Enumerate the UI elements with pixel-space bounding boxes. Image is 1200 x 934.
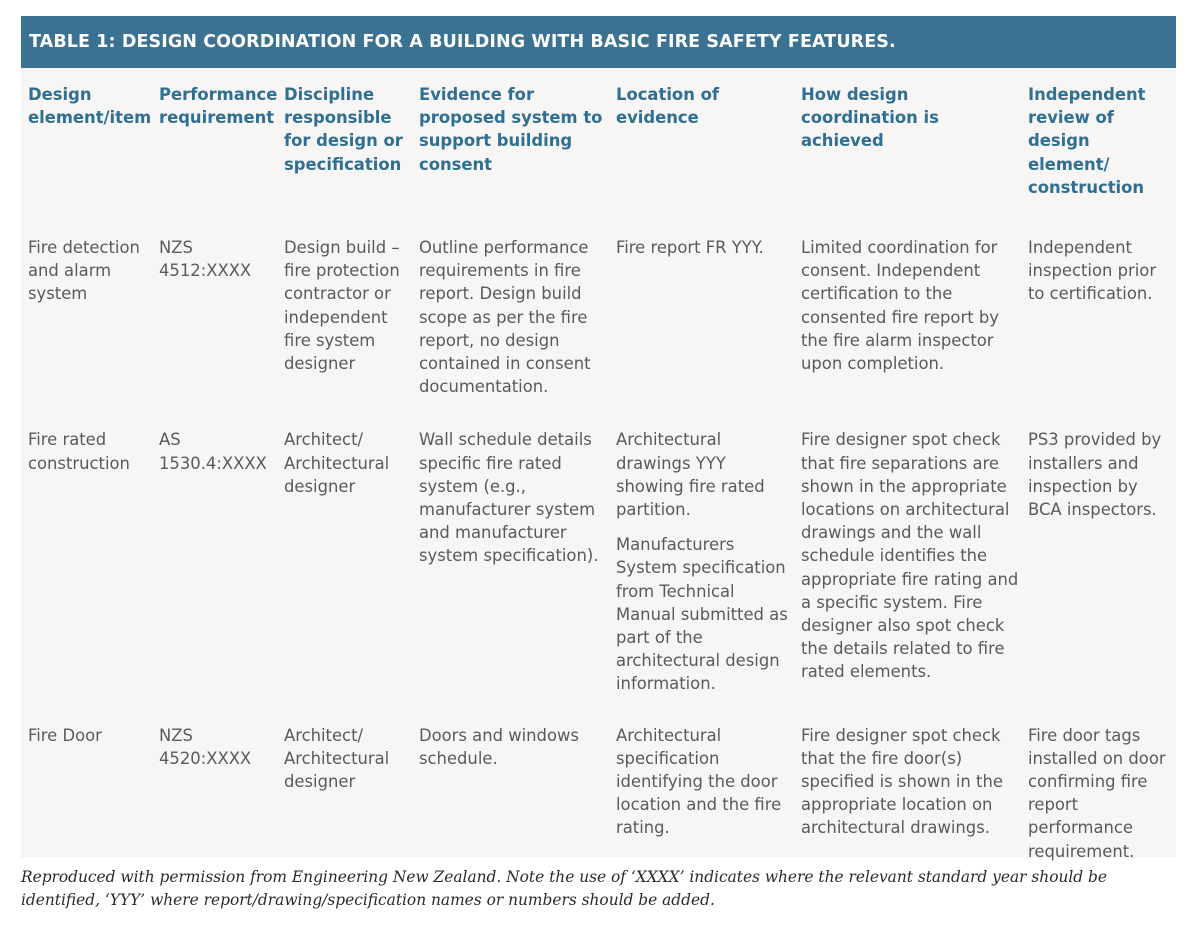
cell-coordination: Fire designer spot check that fire separations are shown in the appropriate locations on architectural drawings and the wall schedule identifies the appropriate fire rating and a specific system. Fire designer also spot check the details related to fire rated elements. bbox=[801, 430, 1019, 682]
table-row bbox=[21, 422, 1176, 719]
col-header-independent-review: Independent review of design element/ construction bbox=[1028, 85, 1146, 197]
location-paragraph: Architectural specification identifying the door location and the fire rating. bbox=[616, 725, 782, 838]
col-header-performance-requirement: Performance requirement bbox=[159, 85, 278, 128]
col-header-location: Location of evidence bbox=[616, 85, 719, 128]
cell-evidence: Outline performance requirements in fire report. Design build scope as per the fire report, no design contained in consent documentation. bbox=[419, 238, 591, 397]
table-body bbox=[21, 68, 1176, 861]
cell-discipline: Design build – fire protection contractor or independent fire system designer bbox=[284, 238, 400, 374]
cell-review: Independent inspection prior to certification. bbox=[1028, 238, 1157, 304]
cell-element: Fire detection and alarm system bbox=[28, 238, 140, 304]
cell-element: Fire Door bbox=[28, 725, 102, 745]
data-table bbox=[21, 68, 1176, 887]
col-header-evidence: Evidence for proposed system to support building consent bbox=[419, 85, 603, 174]
cell-review: PS3 provided by installers and inspection by BCA inspectors. bbox=[1028, 430, 1162, 520]
cell-evidence: Doors and windows schedule. bbox=[419, 725, 579, 768]
location-paragraph: Fire report FR YYY. bbox=[616, 238, 764, 258]
cell-requirement: AS 1530.4:XXXX bbox=[159, 430, 267, 473]
col-header-discipline: Discipline responsible for design or specification bbox=[284, 85, 403, 174]
table-row bbox=[21, 720, 1176, 887]
cell-location bbox=[609, 226, 794, 422]
table-title: TABLE 1: DESIGN COORDINATION FOR A BUILDING WITH BASIC FIRE SAFETY FEATURES. bbox=[21, 16, 1176, 68]
location-paragraph: Manufacturers System specification from Technical Manual submitted as part of the architectural design information. bbox=[616, 535, 788, 694]
cell-element: Fire rated construction bbox=[28, 430, 130, 473]
cell-requirement: NZS 4512:XXXX bbox=[159, 238, 252, 281]
header-row bbox=[21, 68, 1176, 226]
location-paragraph: Architectural drawings YYY showing fire rated partition. bbox=[616, 430, 765, 520]
cell-location bbox=[609, 422, 794, 719]
cell-location bbox=[609, 720, 794, 887]
design-coordination-table bbox=[21, 16, 1176, 861]
table-row bbox=[21, 226, 1176, 422]
cell-coordination: Fire designer spot check that the fire door(s) specified is shown in the appropriate location on architectural drawings. bbox=[801, 725, 1003, 838]
col-header-design-element: Design element/item bbox=[28, 85, 152, 128]
cell-review: Fire door tags installed on door confirming fire report performance requirement. bbox=[1028, 725, 1166, 861]
cell-coordination: Limited coordination for consent. Independent certification to the consented fire report by the fire alarm inspector upon completion. bbox=[801, 238, 999, 374]
cell-requirement: NZS 4520:XXXX bbox=[159, 725, 252, 768]
col-header-coordination: How design coordination is achieved bbox=[801, 85, 939, 151]
cell-discipline: Architect/ Architectural designer bbox=[284, 725, 390, 792]
cell-evidence: Wall schedule details specific fire rated system (e.g., manufacturer system and manufacturer system specification). bbox=[419, 430, 599, 566]
cell-discipline: Architect/ Architectural designer bbox=[284, 430, 390, 496]
footnote: Reproduced with permission from Engineering New Zealand. Note the use of ‘XXXX’ indicates where the relevant standard year should be identified, ‘YYY’ where report/drawing/specification names or numbers should be added. bbox=[21, 868, 1107, 909]
